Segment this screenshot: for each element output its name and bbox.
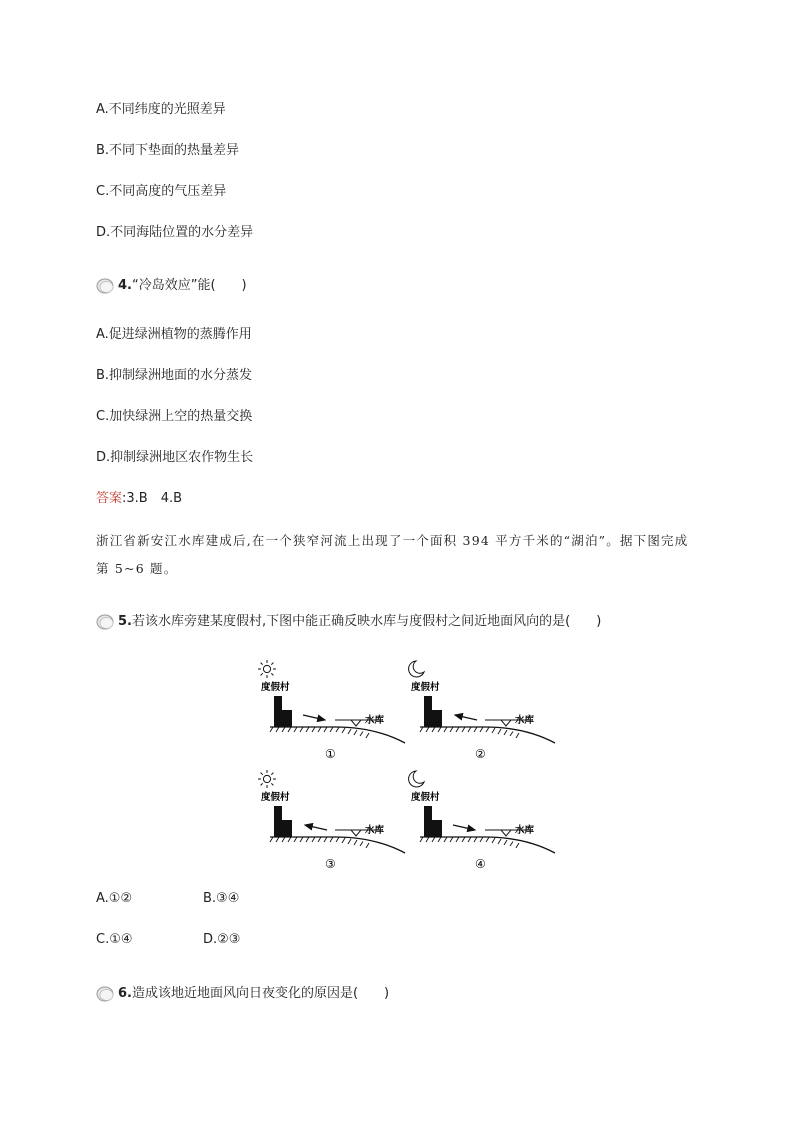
passage-intro: 浙江省新安江水库建成后,在一个狭窄河流上出现了一个面积 394 平方千米的“湖泊”。据下图完成第 5~6 题。 [96, 533, 689, 576]
question-6 [96, 985, 389, 1003]
reservoir-label: 水库 [365, 825, 385, 836]
q4-option-c: C.加快绿洲上空的热量交换 [96, 409, 253, 424]
figure-panel-3 [258, 770, 405, 871]
answer-line [96, 490, 182, 508]
reservoir-label: 水库 [515, 715, 535, 726]
question-stem: 造成该地近地面风向日夜变化的原因是( ) [131, 986, 390, 1001]
panel-number: ③ [325, 857, 336, 871]
q5-option-a: A.①② [96, 891, 133, 906]
question-number: 6. [118, 986, 132, 1001]
moon-icon [409, 771, 424, 787]
question-number: 4. [118, 278, 132, 293]
reservoir-label: 水库 [515, 825, 535, 836]
q4-option-a: A.促进绿洲植物的蒸腾作用 [96, 327, 252, 342]
sun-icon [258, 770, 276, 788]
q3-option-b: B.不同下垫面的热量差异 [96, 143, 240, 158]
panel-number: ① [325, 747, 336, 761]
q5-option-b: B.③④ [203, 891, 240, 906]
question-5 [96, 613, 601, 631]
q4-option-d: D.抑制绿洲地区农作物生长 [96, 450, 254, 465]
wind-direction-figure [255, 655, 555, 875]
resort-reservoir-profile [420, 806, 555, 853]
resort-reservoir-profile [420, 696, 555, 743]
resort-label: 度假村 [261, 682, 290, 693]
question-bullet-icon [96, 613, 114, 631]
wind-arrow [453, 825, 475, 830]
resort-reservoir-profile [270, 806, 405, 853]
q3-option-a: A.不同纬度的光照差异 [96, 102, 226, 117]
wind-arrow [455, 715, 477, 720]
panel-number: ④ [475, 857, 486, 871]
question-bullet-icon [96, 277, 114, 295]
moon-icon [409, 661, 424, 677]
panel-number: ② [475, 747, 486, 761]
question-stem: “冷岛效应”能( ) [131, 278, 247, 293]
question-4 [96, 277, 247, 295]
question-number: 5. [118, 614, 132, 629]
question-bullet-icon [96, 985, 114, 1003]
resort-reservoir-profile [270, 696, 405, 743]
q3-option-d: D.不同海陆位置的水分差异 [96, 225, 254, 240]
q5-option-c: C.①④ [96, 932, 133, 947]
resort-label: 度假村 [261, 792, 290, 803]
answer-tag: 答案 [96, 491, 123, 506]
q5-option-d: D.②③ [203, 932, 241, 947]
q5-options-row-1 [96, 890, 239, 908]
q5-options-row-2 [96, 931, 240, 949]
figure-panel-4 [409, 771, 555, 871]
reservoir-label: 水库 [365, 715, 385, 726]
question-stem: 若该水库旁建某度假村,下图中能正确反映水库与度假村之间近地面风向的是( ) [131, 614, 602, 629]
figure-panel-2 [409, 661, 555, 761]
q4-option-b: B.抑制绿洲地面的水分蒸发 [96, 368, 253, 383]
wind-arrow [305, 825, 327, 830]
resort-label: 度假村 [411, 792, 440, 803]
sun-icon [258, 660, 276, 678]
q3-option-c: C.不同高度的气压差异 [96, 184, 227, 199]
resort-label: 度假村 [411, 682, 440, 693]
answer-text: :3.B 4.B [122, 491, 183, 506]
wind-arrow [303, 715, 325, 720]
figure-panel-1 [258, 660, 405, 761]
